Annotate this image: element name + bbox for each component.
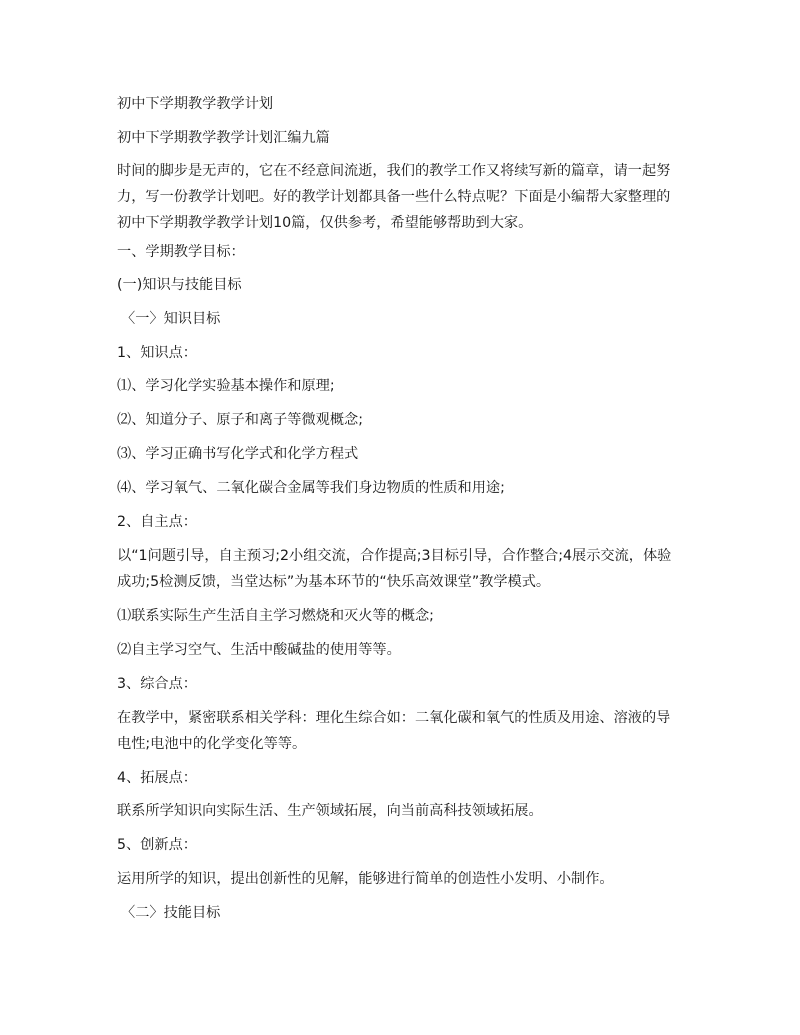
subsection-heading-1: (一)知识与技能目标 [117,277,242,293]
knowledge-goal-heading: 〈一〉知识目标 [121,311,221,327]
point-2-body: 以“1问题引导，自主预习;2小组交流，合作提高;3目标引导，合作整合;4展示交流，体验成功;5检测反馈，当堂达标”为基本环节的“快乐高效课堂”教学模式。 [117,548,672,590]
document-title: 初中下学期教学教学计划 [117,96,274,112]
point-1-item-1: ⑴、学习化学实验基本操作和原理; [117,378,335,394]
section-heading-1: 一、学期教学目标： [117,244,245,260]
point-3-heading: 3、综合点： [117,676,197,692]
point-2-heading: 2、自主点： [117,514,197,530]
point-1-heading: 1、知识点： [117,345,197,361]
point-1-item-2: ⑵、知道分子、原子和离子等微观概念; [117,412,363,428]
point-3-body: 在教学中，紧密联系相关学科：理化生综合如：二氧化碳和氧气的性质及用途、溶液的导电性;电池中的化学变化等等。 [117,710,671,752]
point-4-heading: 4、拓展点： [117,770,197,786]
point-4-body: 联系所学知识向实际生活、生产领域拓展，向当前高科技领域拓展。 [117,803,543,819]
skill-goal-heading: 〈二〉技能目标 [121,905,221,921]
document-subtitle: 初中下学期教学教学计划汇编九篇 [117,130,330,146]
point-5-body: 运用所学的知识，提出创新性的见解，能够进行简单的创造性小发明、小制作。 [117,871,614,887]
point-1-item-4: ⑷、学习氧气、二氧化碳合金属等我们身边物质的性质和用途; [117,480,505,496]
point-1-item-3: ⑶、学习正确书写化学式和化学方程式 [117,446,359,462]
intro-paragraph: 时间的脚步是无声的，它在不经意间流逝，我们的教学工作又将续写新的篇章，请一起努力，写一份教学计划吧。好的教学计划都具备一些什么特点呢？下面是小编帮大家整理的初中下学期教学教学计划10篇，仅供参考，希望能够帮助到大家。 [117,163,671,231]
point-2-item-2: ⑵自主学习空气、生活中酸碱盐的使用等等。 [117,642,401,658]
point-2-item-1: ⑴联系实际生产生活自主学习燃烧和灭火等的概念; [117,608,434,624]
point-5-heading: 5、创新点： [117,837,197,853]
